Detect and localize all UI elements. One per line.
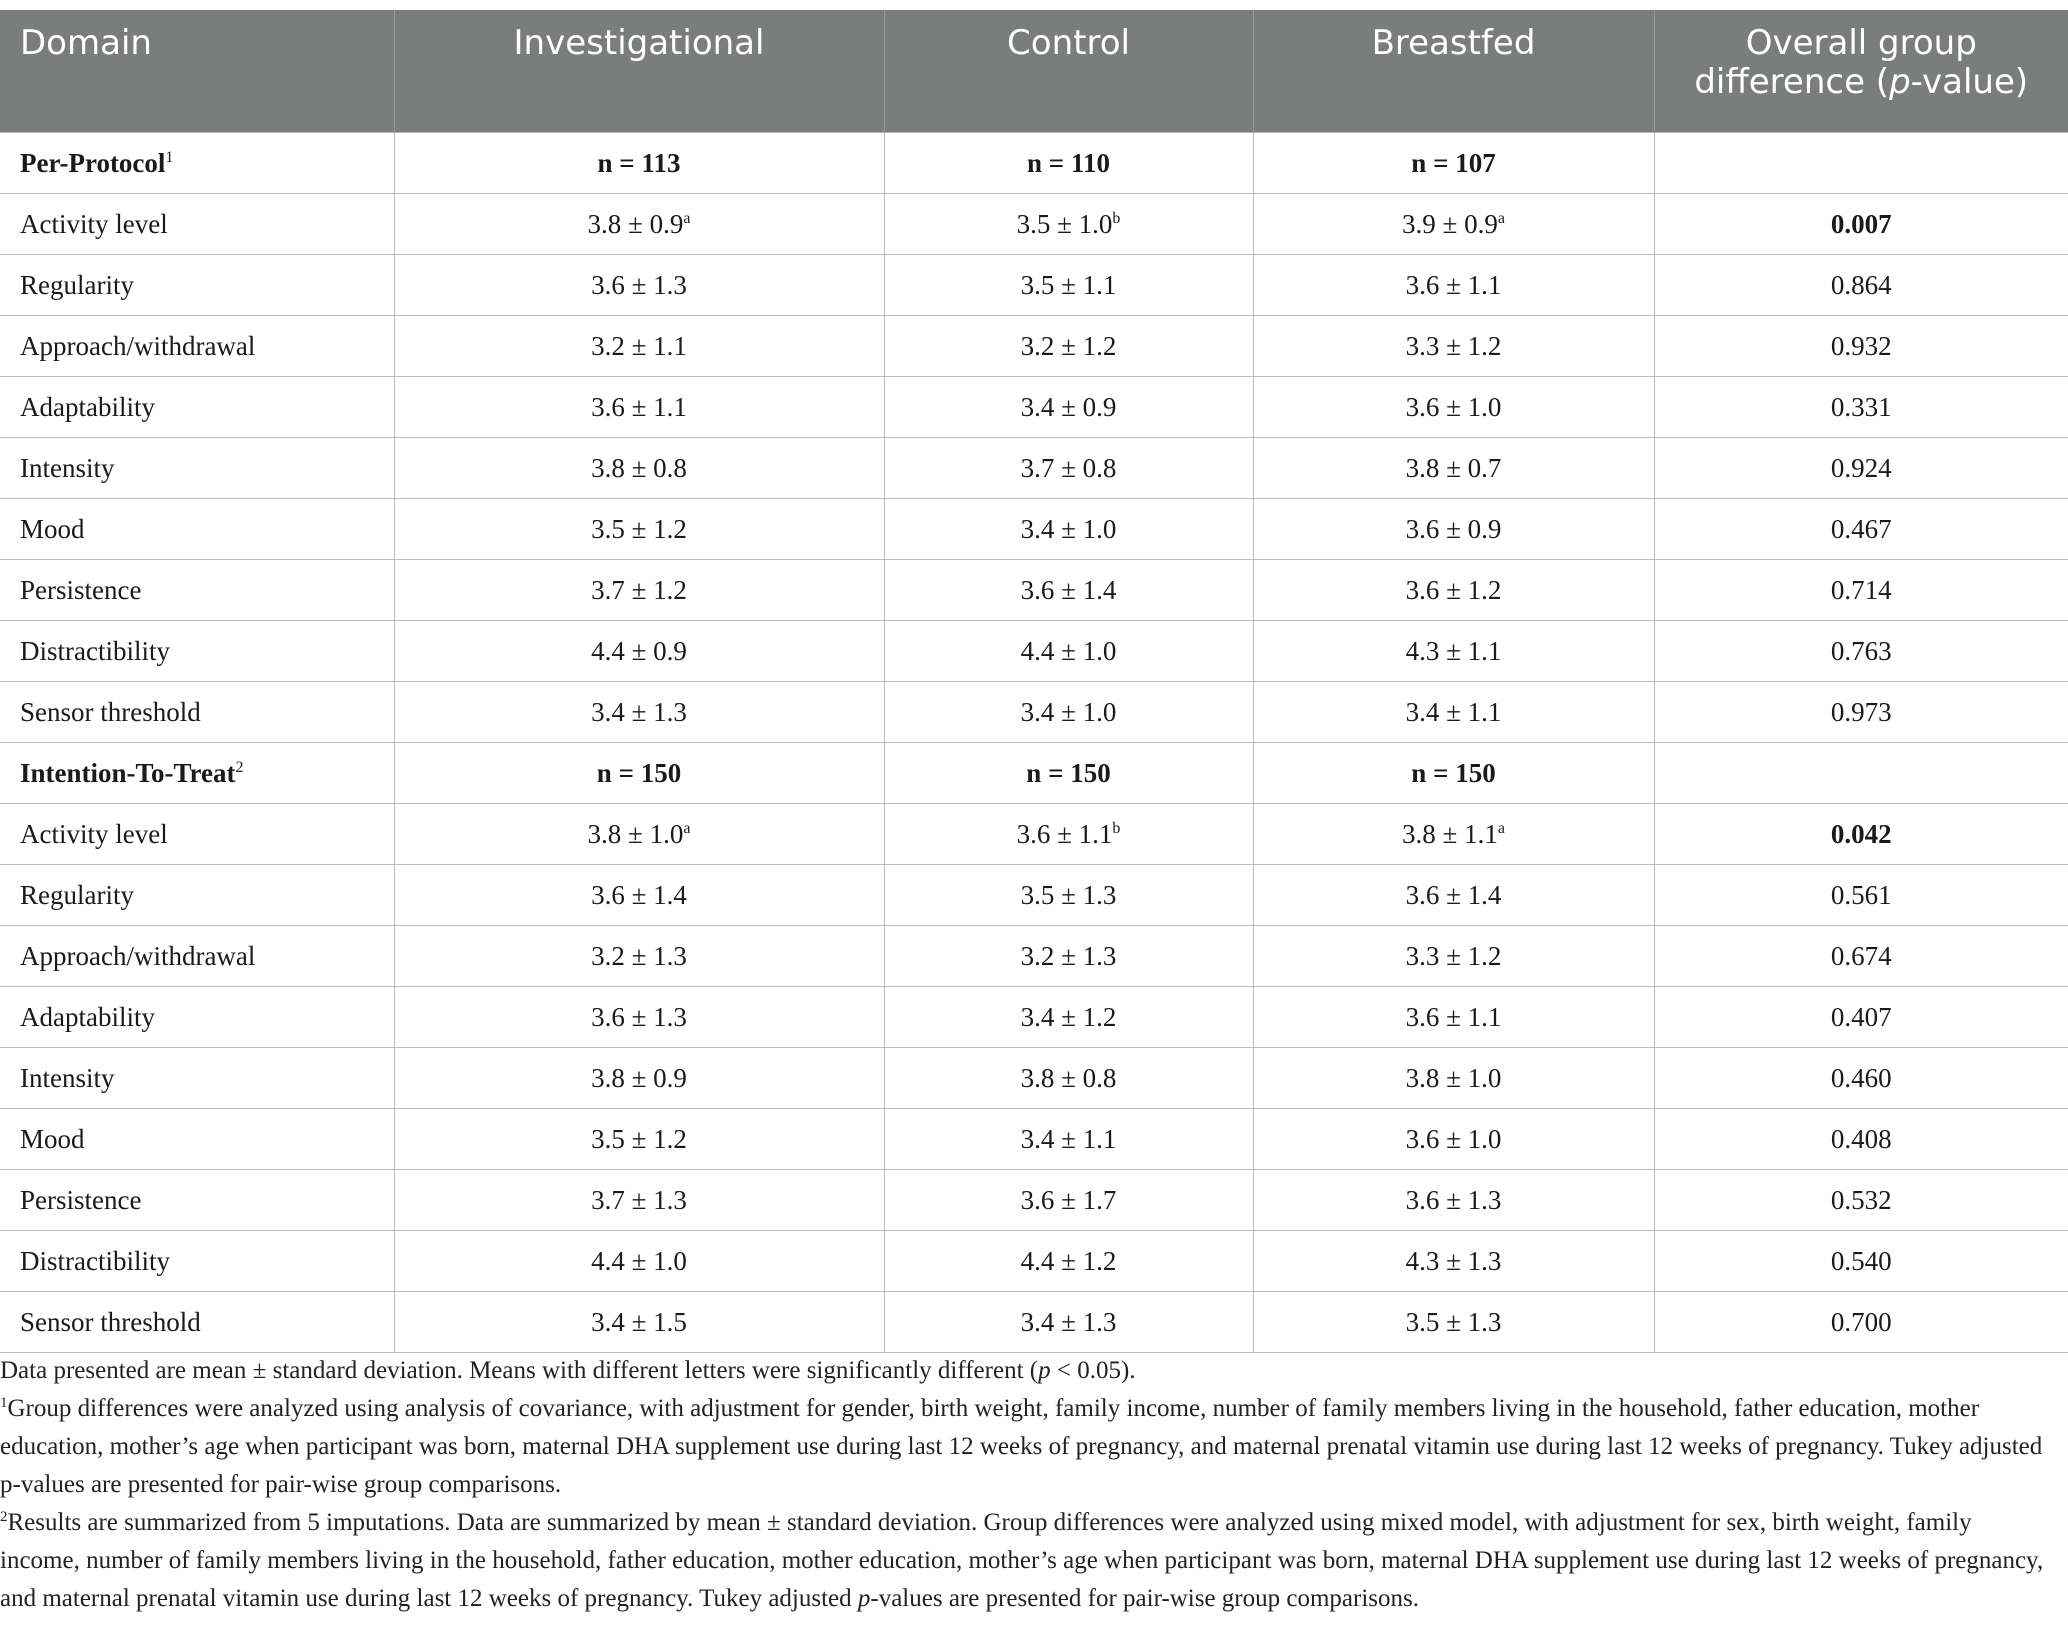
table-row [0, 560, 2068, 621]
investigational-cell-value: 3.7 ± 1.2 [591, 574, 687, 605]
domain-cell: Intensity [0, 1048, 394, 1109]
sample-size-control: n = 150 [884, 743, 1253, 804]
control-cell-superscript: b [1112, 819, 1121, 837]
breastfed-cell-value: 3.8 ± 1.1 [1402, 818, 1498, 849]
investigational-cell [394, 438, 884, 499]
control-cell-value: 3.7 ± 0.8 [1020, 452, 1117, 483]
table-row [0, 926, 2068, 987]
control-cell [884, 865, 1253, 926]
pvalue-cell: 0.408 [1654, 1109, 2068, 1170]
pvalue-cell: 0.714 [1654, 560, 2068, 621]
header-row [0, 10, 2068, 133]
footnote-2-pre: Results are summarized from 5 imputations. Data are summarized by mean ± standard deviation. Group differences were analyzed using mixed model, with adjustment for sex, birth weight, family income, number of family members living in the household, father education, mother education, mother’s age when participant was born, maternal DHA supplement use during last 12 weeks of pregnancy, and maternal prenatal vitamin use during last 12 weeks of pregnancy. Tukey adjusted [0, 1509, 2044, 1612]
investigational-cell-value: 3.6 ± 1.4 [591, 879, 687, 910]
investigational-cell [394, 1170, 884, 1231]
breastfed-cell [1253, 1292, 1654, 1353]
table-row [0, 804, 2068, 865]
breastfed-cell [1253, 1231, 1654, 1292]
header-investigational: Investigational [394, 10, 884, 133]
section-row [0, 133, 2068, 194]
control-cell [884, 926, 1253, 987]
sample-size-breastfed: n = 150 [1253, 743, 1654, 804]
pvalue-cell: 0.932 [1654, 316, 2068, 377]
sample-size-investigational: n = 113 [394, 133, 884, 194]
header-domain: Domain [0, 10, 394, 133]
control-cell-value: 3.6 ± 1.7 [1020, 1184, 1117, 1215]
domain-cell: Distractibility [0, 621, 394, 682]
section-pvalue-empty [1654, 133, 2068, 194]
breastfed-cell-value: 3.9 ± 0.9 [1402, 208, 1498, 239]
breastfed-cell [1253, 621, 1654, 682]
sample-size-breastfed: n = 107 [1253, 133, 1654, 194]
control-cell-value: 3.5 ± 1.3 [1020, 879, 1117, 910]
header-overall-p: p [1889, 62, 1911, 102]
breastfed-cell [1253, 1170, 1654, 1231]
temperament-table [0, 10, 2068, 1353]
header-overall-line2-post: -value) [1910, 62, 2029, 102]
domain-cell: Approach/withdrawal [0, 926, 394, 987]
investigational-cell-superscript: a [683, 819, 691, 837]
breastfed-cell [1253, 316, 1654, 377]
investigational-cell [394, 560, 884, 621]
investigational-cell-value: 3.6 ± 1.1 [591, 391, 687, 422]
breastfed-cell-value: 3.6 ± 1.1 [1405, 1001, 1502, 1032]
table-header [0, 10, 2068, 133]
table-row [0, 194, 2068, 255]
control-cell [884, 987, 1253, 1048]
table-row [0, 1231, 2068, 1292]
control-cell-value: 3.4 ± 1.1 [1020, 1123, 1117, 1154]
header-control: Control [884, 10, 1253, 133]
domain-cell: Distractibility [0, 1231, 394, 1292]
domain-cell: Regularity [0, 255, 394, 316]
breastfed-cell-value: 3.5 ± 1.3 [1405, 1306, 1502, 1337]
control-cell-value: 4.4 ± 1.2 [1020, 1245, 1117, 1276]
investigational-cell-value: 3.8 ± 0.9 [587, 208, 684, 239]
table-row [0, 1048, 2068, 1109]
breastfed-cell-value: 3.3 ± 1.2 [1405, 330, 1502, 361]
investigational-cell-value: 3.7 ± 1.3 [591, 1184, 687, 1215]
section-pvalue-empty [1654, 743, 2068, 804]
footnote-general-p: p [1038, 1357, 1051, 1384]
breastfed-cell-value: 3.6 ± 1.2 [1405, 574, 1502, 605]
breastfed-cell-value: 3.6 ± 1.0 [1405, 1123, 1502, 1154]
breastfed-cell-value: 3.6 ± 1.0 [1405, 391, 1502, 422]
control-cell-value: 3.2 ± 1.3 [1020, 940, 1117, 971]
investigational-cell [394, 255, 884, 316]
control-cell-value: 3.4 ± 1.0 [1020, 513, 1117, 544]
control-cell-value: 3.4 ± 0.9 [1020, 391, 1117, 422]
table-row [0, 255, 2068, 316]
investigational-cell-value: 3.5 ± 1.2 [591, 1123, 687, 1154]
footnote-2-marker: 2 [0, 1509, 8, 1525]
investigational-cell [394, 194, 884, 255]
control-cell-value: 3.2 ± 1.2 [1020, 330, 1117, 361]
section-title-footnote-marker: 1 [165, 148, 174, 166]
breastfed-cell [1253, 926, 1654, 987]
breastfed-cell [1253, 560, 1654, 621]
section-title-text: Per-Protocol [20, 147, 166, 178]
breastfed-cell-value: 4.3 ± 1.3 [1405, 1245, 1502, 1276]
pvalue-cell: 0.763 [1654, 621, 2068, 682]
table-row [0, 621, 2068, 682]
footnote-2-post: -values are presented for pair-wise group comparisons. [870, 1585, 1419, 1612]
pvalue-cell: 0.973 [1654, 682, 2068, 743]
investigational-cell-value: 3.4 ± 1.5 [591, 1306, 687, 1337]
domain-cell: Sensor threshold [0, 1292, 394, 1353]
investigational-cell-value: 3.6 ± 1.3 [591, 1001, 687, 1032]
control-cell [884, 438, 1253, 499]
breastfed-cell [1253, 1048, 1654, 1109]
pvalue-cell: 0.467 [1654, 499, 2068, 560]
breastfed-cell [1253, 865, 1654, 926]
footnote-1-marker: 1 [0, 1395, 8, 1411]
breastfed-cell-value: 3.3 ± 1.2 [1405, 940, 1502, 971]
control-cell [884, 194, 1253, 255]
control-cell [884, 316, 1253, 377]
domain-cell: Persistence [0, 1170, 394, 1231]
investigational-cell-superscript: a [683, 209, 691, 227]
table-row [0, 438, 2068, 499]
control-cell-value: 3.4 ± 1.0 [1020, 696, 1117, 727]
control-cell [884, 255, 1253, 316]
pvalue-cell: 0.700 [1654, 1292, 2068, 1353]
investigational-cell [394, 682, 884, 743]
investigational-cell [394, 1109, 884, 1170]
control-cell [884, 1170, 1253, 1231]
table-row [0, 987, 2068, 1048]
breastfed-cell-value: 3.6 ± 1.1 [1405, 269, 1502, 300]
header-overall-line2-pre: difference ( [1694, 62, 1890, 102]
investigational-cell-value: 3.8 ± 0.8 [591, 452, 687, 483]
control-cell-value: 3.6 ± 1.1 [1016, 818, 1113, 849]
footnote-2 [0, 1504, 2050, 1618]
footnote-general-post: < 0.05). [1050, 1357, 1136, 1384]
pvalue-cell: 0.864 [1654, 255, 2068, 316]
pvalue-cell: 0.007 [1654, 194, 2068, 255]
domain-cell: Approach/withdrawal [0, 316, 394, 377]
footnote-1-text: Group differences were analyzed using analysis of covariance, with adjustment for gender, birth weight, family income, number of family members living in the household, father education, mother education, mother’s age when participant was born, maternal DHA supplement use during last 12 weeks of pregnancy, and maternal prenatal vitamin use during last 12 weeks of pregnancy. Tukey adjusted p-values are presented for pair-wise group comparisons. [0, 1395, 2043, 1498]
investigational-cell-value: 4.4 ± 1.0 [591, 1245, 687, 1276]
domain-cell: Activity level [0, 804, 394, 865]
table-row [0, 316, 2068, 377]
domain-cell: Persistence [0, 560, 394, 621]
pvalue-cell: 0.532 [1654, 1170, 2068, 1231]
table-row [0, 499, 2068, 560]
control-cell [884, 1048, 1253, 1109]
control-cell [884, 499, 1253, 560]
investigational-cell [394, 316, 884, 377]
breastfed-cell [1253, 682, 1654, 743]
table-row [0, 1109, 2068, 1170]
section-title [0, 743, 394, 804]
breastfed-cell-value: 3.8 ± 0.7 [1405, 452, 1502, 483]
footnote-1 [0, 1390, 2050, 1504]
domain-cell: Mood [0, 499, 394, 560]
investigational-cell [394, 987, 884, 1048]
domain-cell: Adaptability [0, 377, 394, 438]
control-cell-value: 3.4 ± 1.2 [1020, 1001, 1117, 1032]
breastfed-cell [1253, 377, 1654, 438]
header-breastfed: Breastfed [1253, 10, 1654, 133]
domain-cell: Mood [0, 1109, 394, 1170]
investigational-cell [394, 377, 884, 438]
breastfed-cell [1253, 194, 1654, 255]
control-cell-value: 3.5 ± 1.0 [1016, 208, 1113, 239]
investigational-cell [394, 621, 884, 682]
control-cell [884, 804, 1253, 865]
header-overall-difference [1654, 10, 2068, 133]
footnote-2-p: p [857, 1585, 871, 1612]
domain-cell: Intensity [0, 438, 394, 499]
table-body [0, 133, 2068, 1353]
breastfed-cell-superscript: a [1497, 819, 1505, 837]
breastfed-cell-value: 3.6 ± 0.9 [1405, 513, 1502, 544]
table-container [0, 10, 2068, 1353]
breastfed-cell-superscript: a [1497, 209, 1505, 227]
breastfed-cell [1253, 499, 1654, 560]
investigational-cell-value: 3.6 ± 1.3 [591, 269, 687, 300]
investigational-cell-value: 3.2 ± 1.3 [591, 940, 687, 971]
breastfed-cell [1253, 438, 1654, 499]
investigational-cell [394, 1048, 884, 1109]
investigational-cell [394, 499, 884, 560]
domain-cell: Activity level [0, 194, 394, 255]
section-title [0, 133, 394, 194]
investigational-cell-value: 3.2 ± 1.1 [591, 330, 687, 361]
section-title-text: Intention-To-Treat [20, 757, 236, 788]
control-cell-value: 3.6 ± 1.4 [1020, 574, 1117, 605]
investigational-cell-value: 4.4 ± 0.9 [591, 635, 687, 666]
pvalue-cell: 0.042 [1654, 804, 2068, 865]
table-row [0, 1292, 2068, 1353]
investigational-cell-value: 3.8 ± 1.0 [587, 818, 684, 849]
pvalue-cell: 0.407 [1654, 987, 2068, 1048]
investigational-cell [394, 1231, 884, 1292]
control-cell [884, 1109, 1253, 1170]
pvalue-cell: 0.924 [1654, 438, 2068, 499]
breastfed-cell [1253, 1109, 1654, 1170]
control-cell-value: 4.4 ± 1.0 [1020, 635, 1117, 666]
control-cell-value: 3.5 ± 1.1 [1020, 269, 1117, 300]
table-row [0, 865, 2068, 926]
breastfed-cell-value: 3.6 ± 1.3 [1405, 1184, 1502, 1215]
breastfed-cell-value: 3.4 ± 1.1 [1405, 696, 1502, 727]
control-cell [884, 1231, 1253, 1292]
footnote-general-pre: Data presented are mean ± standard deviation. Means with different letters were significantly different ( [0, 1357, 1039, 1384]
pvalue-cell: 0.674 [1654, 926, 2068, 987]
control-cell [884, 1292, 1253, 1353]
domain-cell: Regularity [0, 865, 394, 926]
investigational-cell-value: 3.4 ± 1.3 [591, 696, 687, 727]
control-cell [884, 621, 1253, 682]
breastfed-cell [1253, 804, 1654, 865]
control-cell [884, 377, 1253, 438]
pvalue-cell: 0.331 [1654, 377, 2068, 438]
control-cell-value: 3.8 ± 0.8 [1020, 1062, 1117, 1093]
pvalue-cell: 0.540 [1654, 1231, 2068, 1292]
investigational-cell [394, 1292, 884, 1353]
section-title-footnote-marker: 2 [235, 758, 244, 776]
table-row [0, 1170, 2068, 1231]
breastfed-cell [1253, 255, 1654, 316]
footnote-general [0, 1352, 2050, 1390]
investigational-cell-value: 3.5 ± 1.2 [591, 513, 687, 544]
investigational-cell [394, 865, 884, 926]
breastfed-cell-value: 4.3 ± 1.1 [1405, 635, 1502, 666]
control-cell-superscript: b [1112, 209, 1121, 227]
investigational-cell [394, 926, 884, 987]
pvalue-cell: 0.460 [1654, 1048, 2068, 1109]
breastfed-cell [1253, 987, 1654, 1048]
section-row [0, 743, 2068, 804]
control-cell-value: 3.4 ± 1.3 [1020, 1306, 1117, 1337]
domain-cell: Sensor threshold [0, 682, 394, 743]
pvalue-cell: 0.561 [1654, 865, 2068, 926]
breastfed-cell-value: 3.8 ± 1.0 [1405, 1062, 1502, 1093]
breastfed-cell-value: 3.6 ± 1.4 [1405, 879, 1502, 910]
table-row [0, 682, 2068, 743]
header-overall-line1: Overall group [1745, 23, 1977, 63]
control-cell [884, 682, 1253, 743]
investigational-cell [394, 804, 884, 865]
domain-cell: Adaptability [0, 987, 394, 1048]
footnotes [0, 1352, 2050, 1618]
sample-size-control: n = 110 [884, 133, 1253, 194]
control-cell [884, 560, 1253, 621]
sample-size-investigational: n = 150 [394, 743, 884, 804]
table-row [0, 377, 2068, 438]
investigational-cell-value: 3.8 ± 0.9 [591, 1062, 687, 1093]
